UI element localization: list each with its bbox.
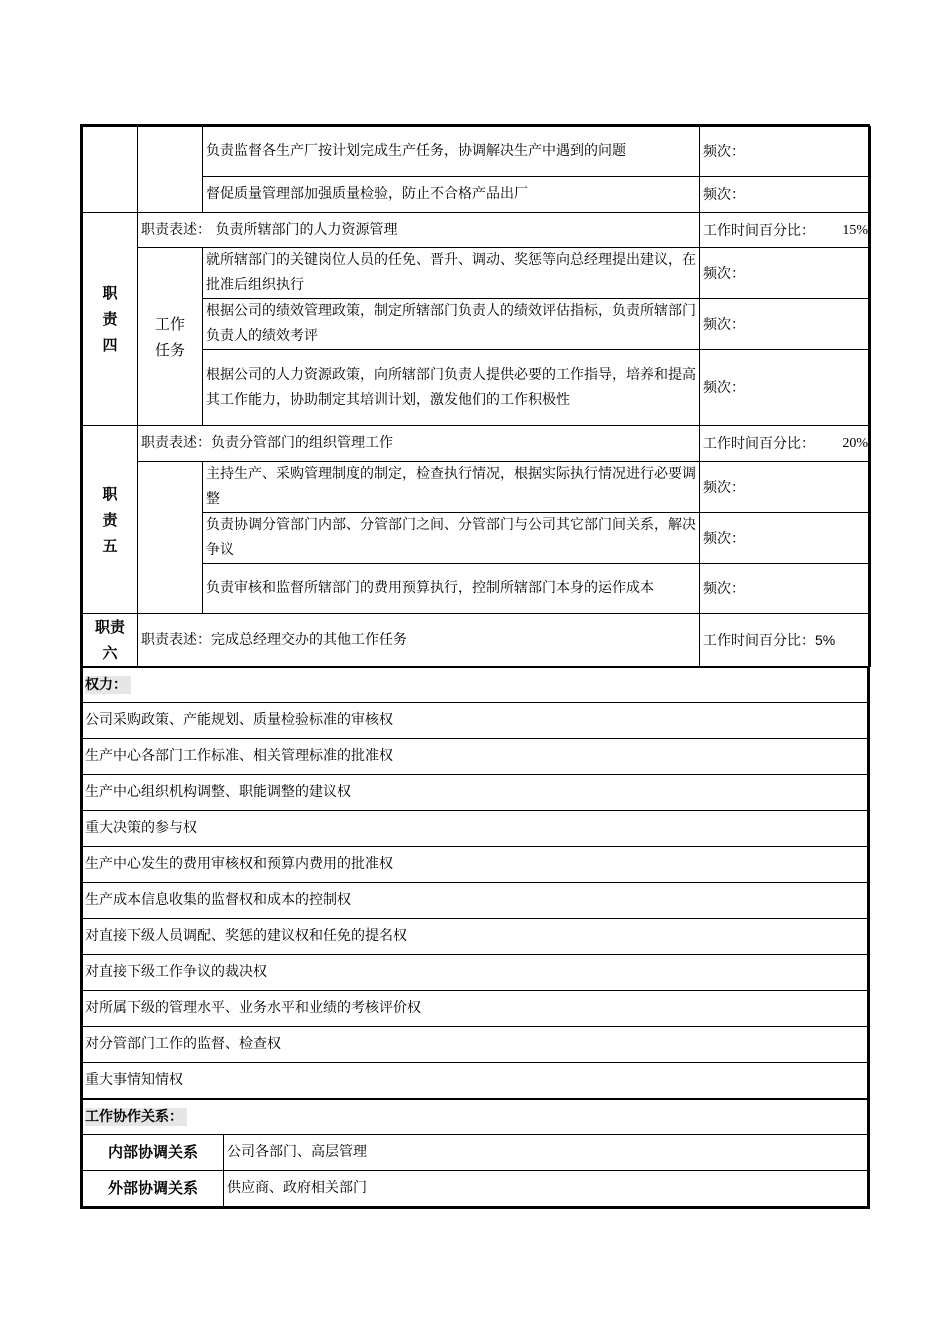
task-text: 负责协调分管部门内部、分管部门之间、分管部门与公司其它部门间关系，解决争议 (203, 513, 700, 564)
task-row (83, 462, 871, 513)
power-item: 生产成本信息收集的监督权和成本的控制权 (83, 883, 868, 919)
power-row (83, 991, 868, 1027)
powers-heading (83, 668, 868, 703)
task-text: 负责审核和监督所辖部门的费用预算执行，控制所辖部门本身的运作成本 (203, 564, 700, 614)
power-row (83, 775, 868, 811)
power-item: 生产中心发生的费用审核权和预算内费用的批准权 (83, 847, 868, 883)
power-item: 对所属下级的管理水平、业务水平和业绩的考核评价权 (83, 991, 868, 1027)
duty-label-continued (83, 127, 138, 213)
power-item: 生产中心各部门工作标准、相关管理标准的批准权 (83, 739, 868, 775)
task-frequency: 频次： (700, 248, 871, 299)
external-cooperation-row (83, 1171, 868, 1207)
power-row (83, 847, 868, 883)
task-frequency: 频次： (700, 564, 871, 614)
duty-5-label (83, 426, 138, 614)
duty-6-description: 职责表述：完成总经理交办的其他工作任务 (138, 614, 700, 667)
duty-4-label (83, 213, 138, 426)
powers-table (82, 667, 868, 1099)
label-char: 责 (102, 510, 118, 529)
duties-table (82, 126, 871, 667)
power-item: 生产中心组织机构调整、职能调整的建议权 (83, 775, 868, 811)
time-percent-label: 工作时间百分比： (703, 435, 815, 451)
task-frequency: 频次： (700, 462, 871, 513)
task-text: 就所辖部门的关键岗位人员的任免、晋升、调动、奖惩等向总经理提出建议，在批准后组织执行 (203, 248, 700, 299)
task-text: 负责监督各生产厂按计划完成生产任务，协调解决生产中遇到的问题 (203, 127, 700, 177)
duty-6-time-percent: 工作时间百分比：5% (700, 614, 871, 667)
work-task-label (138, 248, 203, 426)
task-text: 根据公司的人力资源政策，向所辖部门负责人提供必要的工作指导，培养和提高其工作能力，协助制定其培训计划，激发他们的工作积极性 (203, 350, 700, 426)
power-item: 公司采购政策、产能规划、质量检验标准的审核权 (83, 703, 868, 739)
time-percent-value: 20% (842, 436, 868, 451)
powers-heading-text: 权力： (85, 676, 131, 694)
duty-5-description: 职责表述：负责分管部门的组织管理工作 (138, 426, 700, 462)
duty-desc-row (83, 614, 871, 667)
label-char: 五 (102, 536, 118, 555)
task-text: 主持生产、采购管理制度的制定，检查执行情况，根据实际执行情况进行必要调整 (203, 462, 700, 513)
duty-4-description: 职责表述： 负责所辖部门的人力资源管理 (138, 213, 700, 248)
external-cooperation-value: 供应商、政府相关部门 (224, 1171, 868, 1207)
task-label-empty (138, 462, 203, 614)
label-char: 职 (102, 484, 118, 503)
power-row (83, 739, 868, 775)
task-frequency: 频次： (700, 177, 871, 213)
power-row (83, 1063, 868, 1099)
duty-4-time-percent (700, 213, 871, 248)
duty-6-label (83, 614, 138, 667)
label-char: 职责 (94, 618, 125, 636)
internal-cooperation-value: 公司各部门、高层管理 (224, 1135, 868, 1171)
power-item: 对分管部门工作的监督、检查权 (83, 1027, 868, 1063)
task-label-line: 工作 (154, 314, 185, 333)
cooperation-table (82, 1099, 868, 1207)
power-row (83, 955, 868, 991)
power-item: 对直接下级工作争议的裁决权 (83, 955, 868, 991)
task-label-line: 任务 (154, 340, 185, 359)
power-row (83, 1027, 868, 1063)
duty-desc-row (83, 213, 871, 248)
task-frequency: 频次： (700, 127, 871, 177)
task-frequency: 频次： (700, 299, 871, 350)
power-item: 重大事情知情权 (83, 1063, 868, 1099)
power-item: 对直接下级人员调配、奖惩的建议权和任免的提名权 (83, 919, 868, 955)
time-percent-label: 工作时间百分比： (703, 221, 815, 238)
label-char: 六 (102, 644, 118, 662)
task-text: 根据公司的绩效管理政策，制定所辖部门负责人的绩效评估指标，负责所辖部门负责人的绩效考评 (203, 299, 700, 350)
power-row (83, 811, 868, 847)
task-text: 督促质量管理部加强质量检验，防止不合格产品出厂 (203, 177, 700, 213)
cooperation-heading-text: 工作协作关系： (85, 1108, 187, 1126)
task-label-continued (138, 127, 203, 213)
task-row (83, 248, 871, 299)
internal-cooperation-label: 内部协调关系 (83, 1135, 224, 1171)
powers-heading-row (83, 668, 868, 703)
cooperation-heading (83, 1100, 868, 1135)
time-percent-value: 15% (842, 222, 868, 238)
duty-desc-row (83, 426, 871, 462)
job-description-sheet (80, 124, 870, 1209)
power-row (83, 883, 868, 919)
internal-cooperation-row (83, 1135, 868, 1171)
label-char: 责 (102, 310, 118, 328)
label-char: 职 (102, 284, 118, 302)
task-frequency: 频次： (700, 350, 871, 426)
label-char: 四 (102, 336, 118, 354)
power-item: 重大决策的参与权 (83, 811, 868, 847)
duty-5-time-percent (700, 426, 871, 462)
task-frequency: 频次： (700, 513, 871, 564)
external-cooperation-label: 外部协调关系 (83, 1171, 224, 1207)
power-row (83, 919, 868, 955)
cooperation-heading-row (83, 1100, 868, 1135)
task-row (83, 127, 871, 177)
power-row (83, 703, 868, 739)
